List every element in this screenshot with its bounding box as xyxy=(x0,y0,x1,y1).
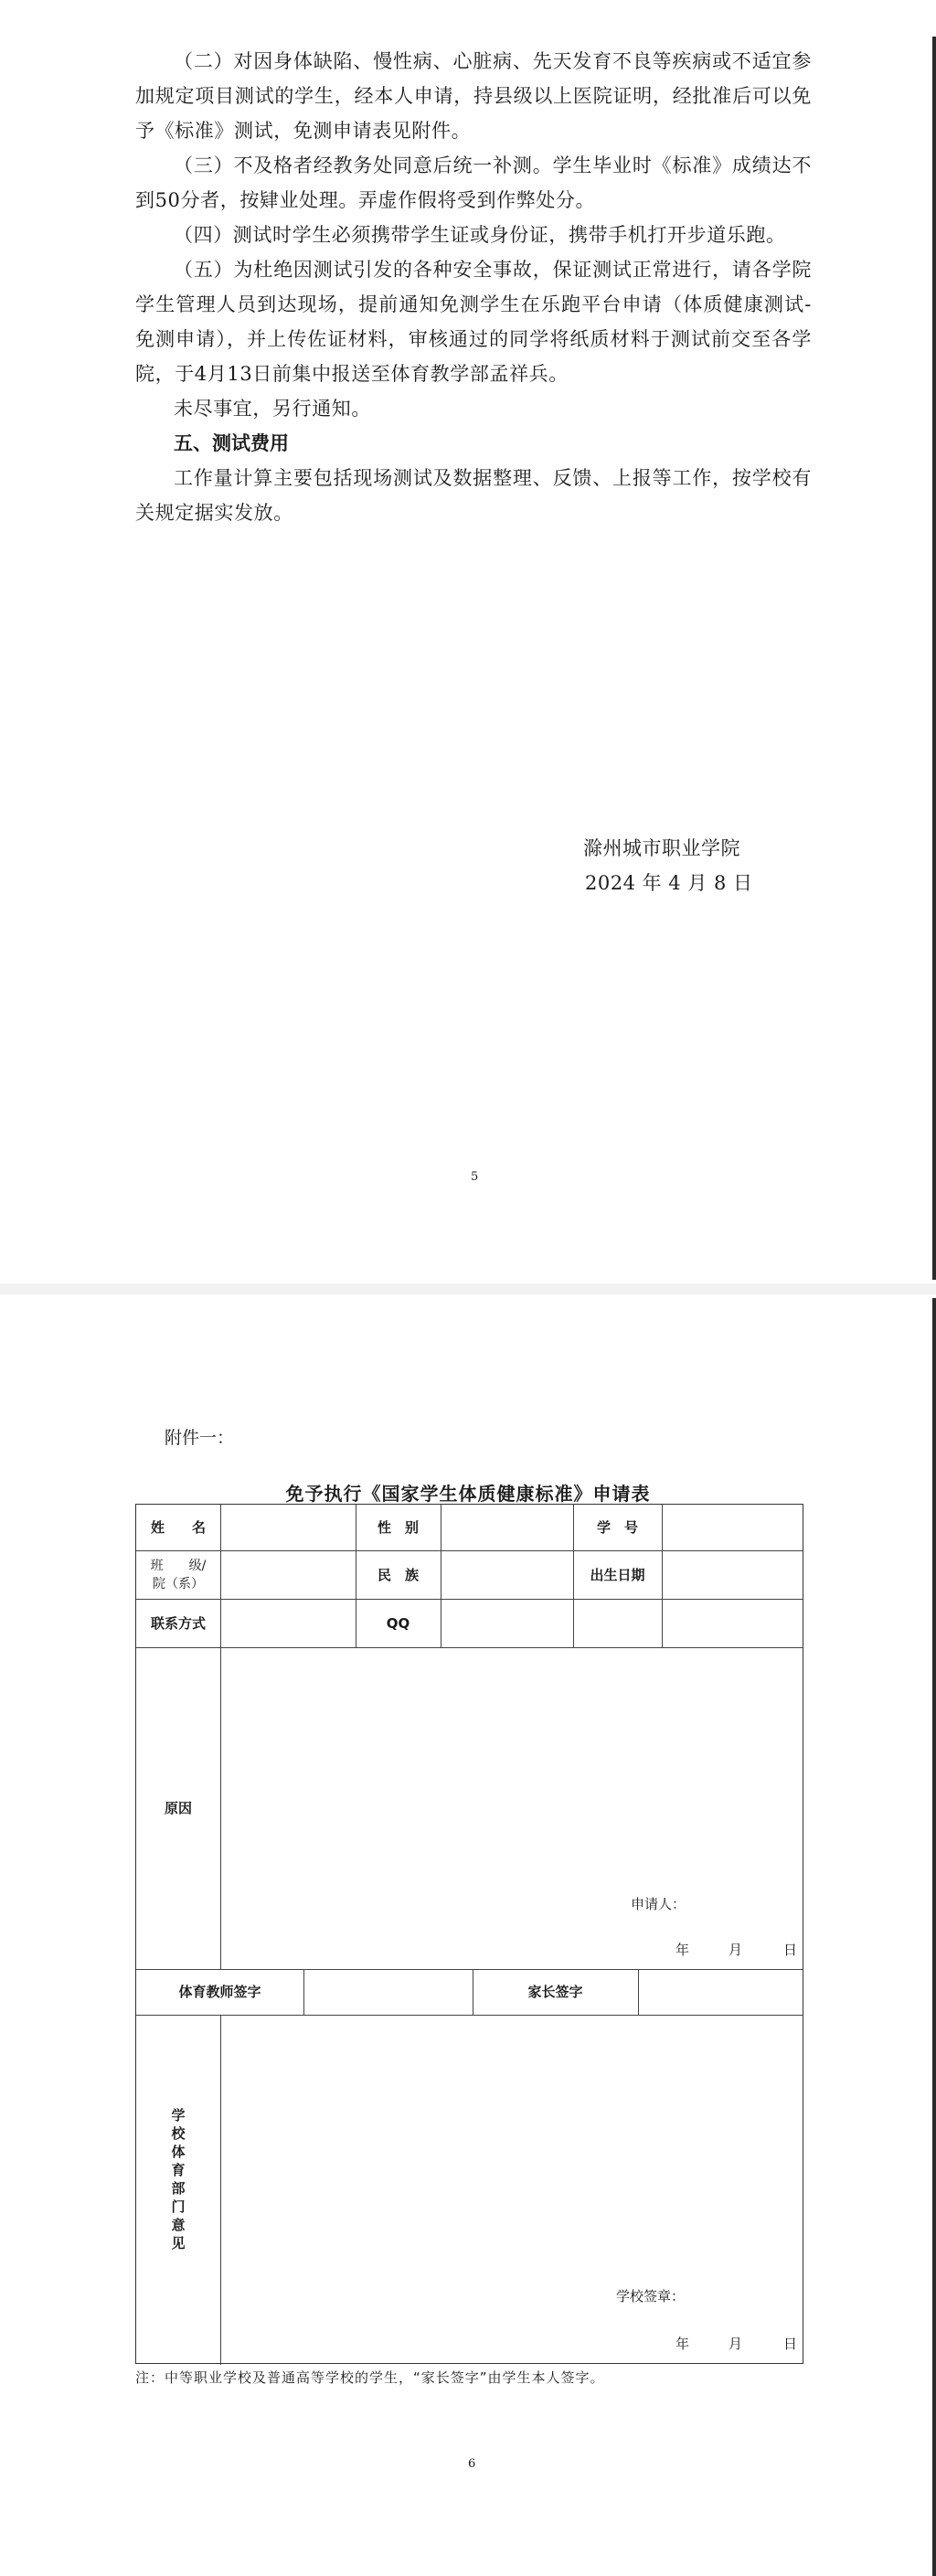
contact-extra-field[interactable] xyxy=(574,1600,661,1646)
scan-edge-top xyxy=(932,37,936,1280)
label-student-id: 学 号 xyxy=(596,1519,638,1536)
form-footnote: 注：中等职业学校及普通高等学校的学生，“家长签字”由学生本人签字。 xyxy=(135,2369,605,2386)
section-heading-cost: 五、测试费用 xyxy=(174,432,289,454)
label-college: 院（系） xyxy=(153,1576,204,1591)
parent-sign-field[interactable] xyxy=(639,1970,803,2014)
label-pe-teacher-sign: 体育教师签字 xyxy=(178,1984,261,2000)
label-school-seal: 学校签章： xyxy=(616,2288,686,2305)
label-qq: QQ xyxy=(386,1614,410,1632)
paragraph-cost: 工作量计算主要包括现场测试及数据整理、反馈、上报等工作，按学校有关规定据实发放。 xyxy=(135,467,812,524)
page-5-body xyxy=(135,44,812,530)
qq-field[interactable] xyxy=(441,1600,572,1646)
paragraph-retest: （三）不及格者经教务处同意后统一补测。学生毕业时《标准》成绩达不到50分者，按肄业处理。弄虚作假将受到作弊处分。 xyxy=(135,154,812,211)
opinion-date-year: 年 xyxy=(675,2336,690,2352)
signature-org: 滁州城市职业学院 xyxy=(583,837,740,859)
gender-field[interactable] xyxy=(441,1506,572,1549)
application-form-table xyxy=(135,1504,803,2364)
sheet-gap xyxy=(0,1283,936,1294)
contact-field[interactable] xyxy=(221,1600,355,1646)
student-id-field[interactable] xyxy=(663,1506,803,1549)
paragraph-exemption: （二）对因身体缺陷、慢性病、心脏病、先天发育不良等疾病或不适宜参加规定项目测试的学生，经本人申请，持县级以上医院证明，经批准后可以免予《标准》测试，免测申请表见附件。 xyxy=(135,50,812,142)
label-parent-sign: 家长签字 xyxy=(527,1984,583,2000)
paragraph-id-card: （四）测试时学生必须携带学生证或身份证，携带手机打开步道乐跑。 xyxy=(174,224,786,246)
paragraph-other: 未尽事宜，另行通知。 xyxy=(174,398,371,420)
pe-teacher-sign-field[interactable] xyxy=(304,1970,472,2014)
paragraph-safety: （五）为杜绝因测试引发的各种安全事故，保证测试正常进行，请各学院学生管理人员到达现场，提前通知免测学生在乐跑平台申请（体质健康测试-免测申请），并上传佐证材料，审核通过的同学将纸质材料于测试前交至各学院，于4月13日前集中报送至体育教学部孟祥兵。 xyxy=(135,259,812,385)
page-number-5: 5 xyxy=(471,1170,479,1184)
label-reason: 原因 xyxy=(164,1800,192,1816)
school-opinion-field[interactable] xyxy=(221,2016,803,2308)
label-class-college xyxy=(136,1550,220,1599)
label-birth-date: 出生日期 xyxy=(590,1566,645,1583)
reason-date-day: 日 xyxy=(783,1942,798,1958)
label-name: 姓 名 xyxy=(150,1519,206,1536)
reason-date-year: 年 xyxy=(675,1942,690,1958)
form-title: 免予执行《国家学生体质健康标准》申请表 xyxy=(285,1483,651,1505)
class-field[interactable] xyxy=(221,1551,355,1598)
label-applicant: 申请人： xyxy=(631,1896,686,1912)
ethnicity-field[interactable] xyxy=(441,1551,572,1598)
signature-date: 2024 年 4 月 8 日 xyxy=(585,872,753,894)
label-gender: 性 别 xyxy=(377,1519,419,1536)
opinion-date-month: 月 xyxy=(729,2336,743,2352)
label-contact: 联系方式 xyxy=(150,1614,206,1632)
page-number-6: 6 xyxy=(468,2457,476,2471)
name-field[interactable] xyxy=(221,1506,355,1549)
contact-extra-field-2[interactable] xyxy=(663,1600,803,1646)
label-ethnicity: 民 族 xyxy=(377,1566,419,1583)
birth-date-field[interactable] xyxy=(663,1551,803,1598)
attachment-label: 附件一： xyxy=(165,1428,235,1448)
label-school-opinion: 学校体育部门意见 xyxy=(171,2107,186,2251)
reason-field[interactable] xyxy=(221,1648,803,1922)
opinion-date-day: 日 xyxy=(783,2336,798,2352)
reason-date-month: 月 xyxy=(729,1942,743,1958)
label-class: 班 级/ xyxy=(150,1558,207,1573)
